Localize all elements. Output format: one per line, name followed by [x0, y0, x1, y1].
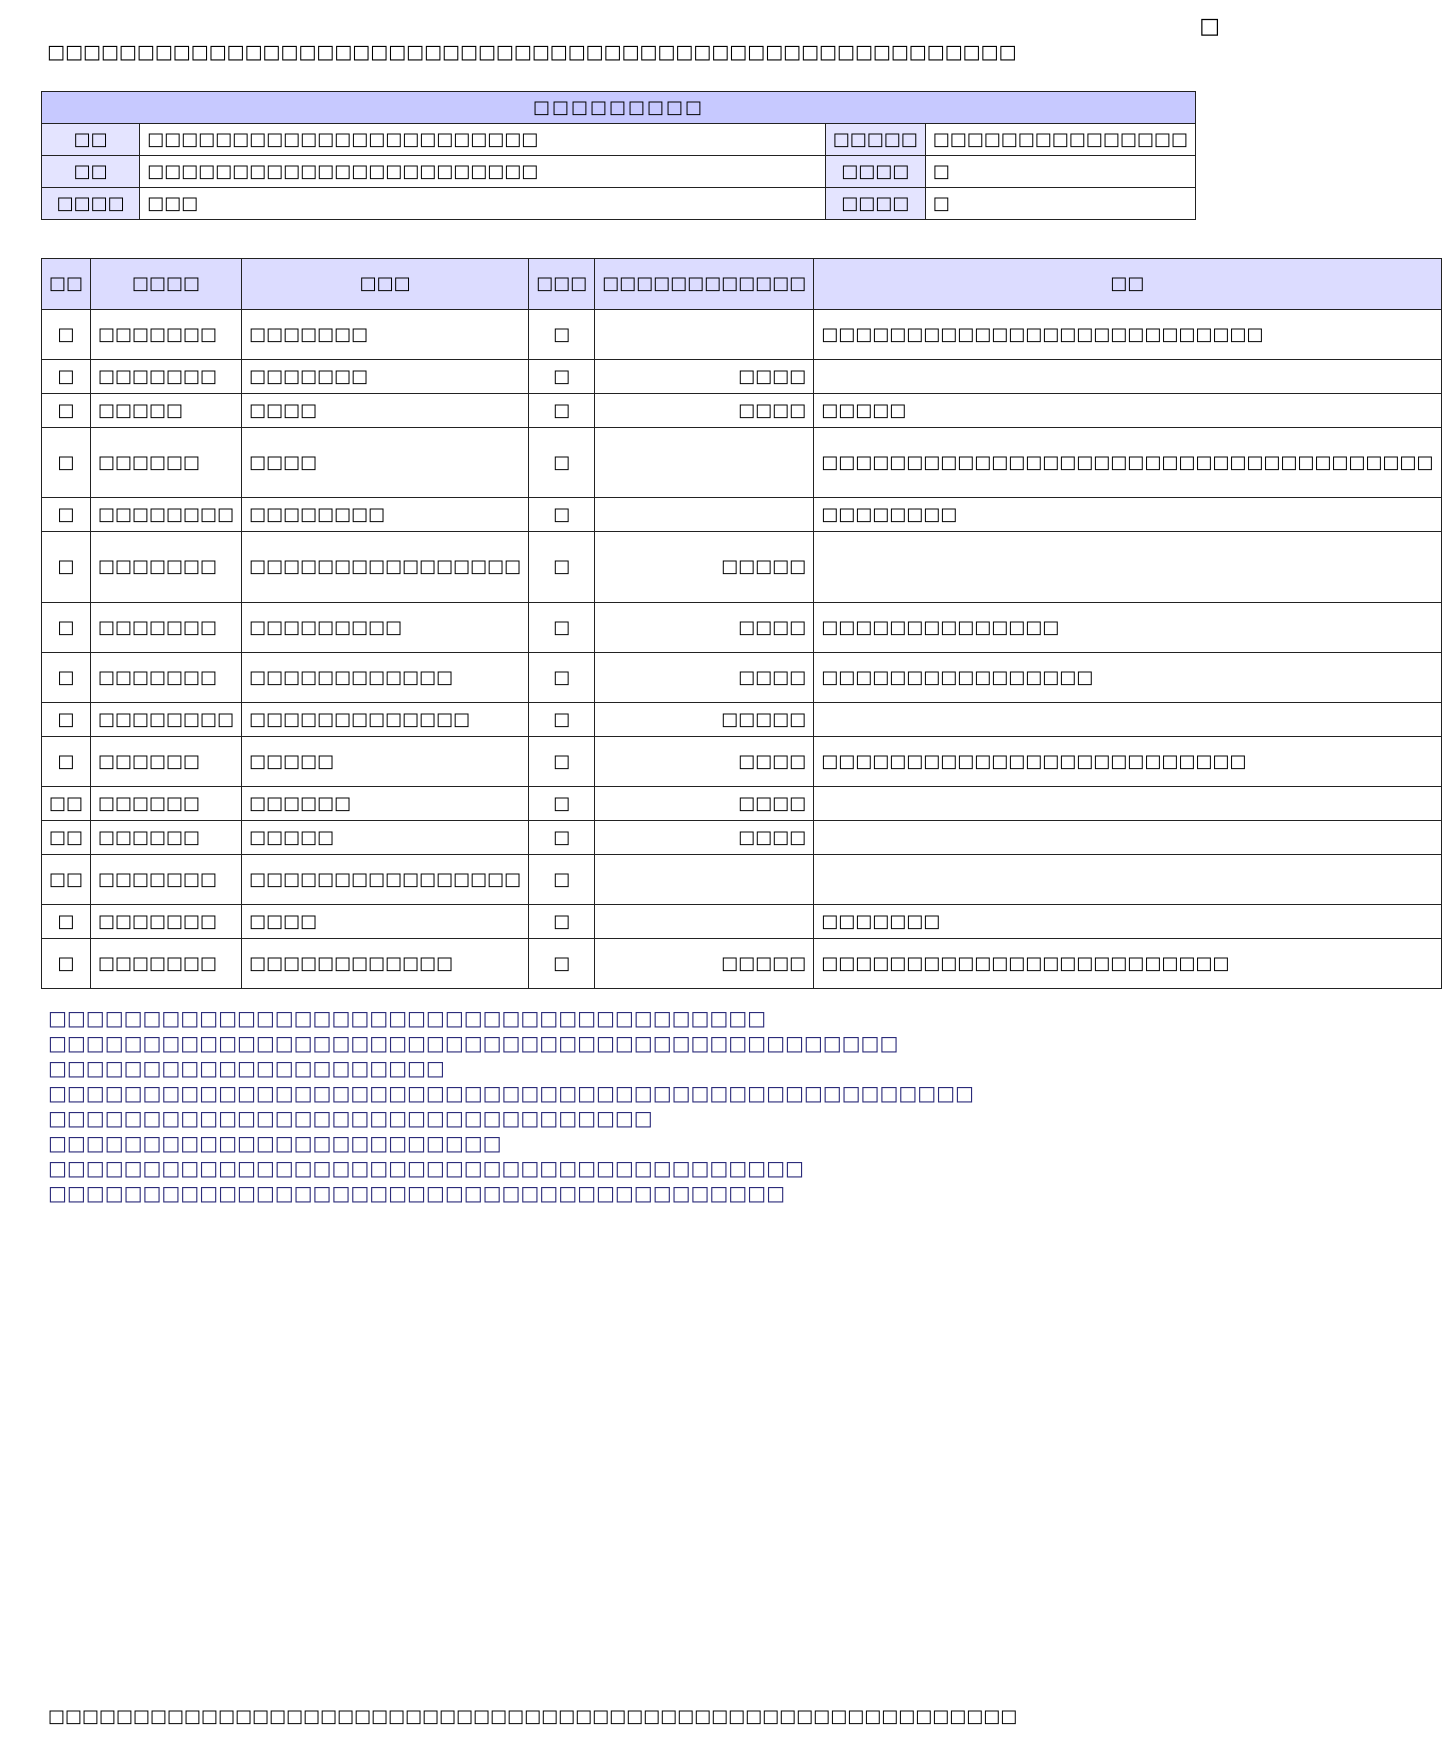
cell-no: □ [42, 394, 91, 428]
cell-note [814, 360, 1441, 394]
cell-amount: □□□□ [595, 394, 814, 428]
table-row [42, 787, 1442, 821]
cell-qty: □ [529, 737, 595, 787]
col-header: □□□ [529, 259, 595, 310]
cell-note [814, 703, 1441, 737]
cell-amount: □□□□□ [595, 703, 814, 737]
cell-name: □□□□□□□□ [242, 498, 529, 532]
table-row [42, 737, 1442, 787]
note-line: □□□□□□□□□□□□□□□□□□□□□□□□□□□□□□□□□□□□□□□□□□□□□ [48, 1031, 899, 1055]
cell-amount: □□□□ [595, 737, 814, 787]
col-header: □□ [814, 259, 1441, 310]
cell-note: □□□□□□□□□□□□□□□□ [814, 653, 1441, 703]
col-header: □□ [42, 259, 91, 310]
cell-name: □□□□ [242, 905, 529, 939]
items-table [41, 258, 1442, 989]
cell-note: □□□□□□□□□□□□□□ [814, 603, 1441, 653]
cell-no: □ [42, 360, 91, 394]
info-value: □□□□□□□□□□□□□□□□□□□□□□□ [140, 124, 826, 156]
cell-qty: □ [529, 532, 595, 603]
table-row [42, 360, 1442, 394]
note-line: □□□□□□□□□□□□□□□□□□□□□□□□□□□□□□□□□□□□□□□□ [48, 1156, 804, 1180]
cell-no: □ [42, 905, 91, 939]
cell-name: □□□□□□□□□□□□ [242, 653, 529, 703]
info-value: □□□□□□□□□□□□□□□ [925, 124, 1195, 156]
cell-note: □□□□□□□□□□□□□□□□□□□□□□□□□□ [814, 310, 1441, 360]
info-value: □□□ [140, 188, 826, 220]
cell-qty: □ [529, 821, 595, 855]
cell-note: □□□□□□□□ [814, 498, 1441, 532]
cell-amount: □□□□ [595, 821, 814, 855]
info-label: □□□□ [825, 188, 925, 220]
cell-qty: □ [529, 310, 595, 360]
cell-no: □ [42, 703, 91, 737]
cell-note [814, 532, 1441, 603]
cell-amount [595, 905, 814, 939]
cell-qty: □ [529, 939, 595, 989]
cell-qty: □ [529, 603, 595, 653]
cell-amount [595, 428, 814, 498]
cell-code: □□□□□□□ [91, 653, 242, 703]
cell-note [814, 821, 1441, 855]
table-row [42, 855, 1442, 905]
cell-no: □ [42, 653, 91, 703]
info-table [41, 91, 1196, 220]
cell-no: □□ [42, 821, 91, 855]
info-label: □□ [42, 156, 140, 188]
cell-code: □□□□□□□ [91, 532, 242, 603]
cell-qty: □ [529, 703, 595, 737]
cell-amount [595, 498, 814, 532]
note-line: □□□□□□□□□□□□□□□□□□□□□□□□□□□□□□□□ [48, 1106, 653, 1130]
cell-no: □ [42, 498, 91, 532]
document-heading: □□□□□□□□□□□□□□□□□□□□□□□□□□□□□□□□□□□□□□□□□□□□□□□□□□□□□□ [47, 41, 1017, 63]
cell-name: □□□□ [242, 394, 529, 428]
cell-code: □□□□□□□ [91, 310, 242, 360]
cell-code: □□□□□□ [91, 428, 242, 498]
cell-qty: □ [529, 855, 595, 905]
cell-name: □□□□□□□□□□□□□□□□ [242, 532, 529, 603]
info-row [42, 124, 1196, 156]
table-row [42, 603, 1442, 653]
cell-code: □□□□□□□ [91, 603, 242, 653]
table-row [42, 532, 1442, 603]
table-row [42, 653, 1442, 703]
cell-name: □□□□□□ [242, 787, 529, 821]
cell-name: □□□□□□□□□□□□ [242, 939, 529, 989]
info-label: □□ [42, 124, 140, 156]
table-row [42, 821, 1442, 855]
cell-note: □□□□□□□□□□□□□□□□□□□□□□□□□ [814, 737, 1441, 787]
note-line: □□□□□□□□□□□□□□□□□□□□□□□□□□□□□□□□□□□□□□ [48, 1006, 767, 1030]
cell-amount: □□□□ [595, 360, 814, 394]
table-row [42, 905, 1442, 939]
table-row [42, 703, 1442, 737]
cell-amount: □□□□ [595, 603, 814, 653]
cell-amount: □□□□□ [595, 939, 814, 989]
info-label: □□□□ [825, 156, 925, 188]
info-value: □ [925, 156, 1195, 188]
page-marker: □ [1199, 14, 1220, 39]
cell-amount [595, 310, 814, 360]
cell-no: □ [42, 428, 91, 498]
cell-name: □□□□□□□□□□□□□ [242, 703, 529, 737]
cell-code: □□□□□□ [91, 737, 242, 787]
cell-code: □□□□□□□□ [91, 703, 242, 737]
col-header: □□□□□□□□□□□□ [595, 259, 814, 310]
note-line: □□□□□□□□□□□□□□□□□□□□□ [48, 1056, 445, 1080]
table-row [42, 939, 1442, 989]
info-label: □□□□ [42, 188, 140, 220]
table-row [42, 310, 1442, 360]
notes-block [48, 1006, 1198, 1206]
info-title: □□□□□□□□□ [42, 92, 1196, 124]
cell-amount: □□□□ [595, 787, 814, 821]
cell-no: □ [42, 310, 91, 360]
cell-note: □□□□□□□ [814, 905, 1441, 939]
cell-qty: □ [529, 905, 595, 939]
cell-code: □□□□□□ [91, 787, 242, 821]
cell-qty: □ [529, 428, 595, 498]
cell-name: □□□□□□□□□ [242, 603, 529, 653]
cell-note [814, 787, 1441, 821]
cell-no: □□ [42, 787, 91, 821]
cell-name: □□□□□□□□□□□□□□□□ [242, 855, 529, 905]
cell-qty: □ [529, 653, 595, 703]
table-row [42, 394, 1442, 428]
cell-name: □□□□□ [242, 737, 529, 787]
page-footer: □□□□□□□□□□□□□□□□□□□□□□□□□□□□□□□□□□□□□□□□□□□□□□□□□□□□□□□□□ [48, 1706, 1018, 1727]
col-header: □□□ [242, 259, 529, 310]
table-row [42, 428, 1442, 498]
cell-qty: □ [529, 787, 595, 821]
cell-note [814, 855, 1441, 905]
cell-name: □□□□□□□ [242, 310, 529, 360]
cell-code: □□□□□□□ [91, 360, 242, 394]
cell-note: □□□□□ [814, 394, 1441, 428]
cell-amount: □□□□ [595, 653, 814, 703]
cell-code: □□□□□□□ [91, 939, 242, 989]
cell-code: □□□□□□□ [91, 905, 242, 939]
cell-note: □□□□□□□□□□□□□□□□□□□□□□□□□□□□□□□□□□□□ [814, 428, 1441, 498]
cell-name: □□□□ [242, 428, 529, 498]
cell-amount [595, 855, 814, 905]
cell-code: □□□□□ [91, 394, 242, 428]
cell-no: □□ [42, 855, 91, 905]
info-label: □□□□□ [825, 124, 925, 156]
col-header: □□□□ [91, 259, 242, 310]
cell-no: □ [42, 603, 91, 653]
cell-amount: □□□□□ [595, 532, 814, 603]
cell-code: □□□□□□ [91, 821, 242, 855]
cell-code: □□□□□□□□ [91, 498, 242, 532]
note-line: □□□□□□□□□□□□□□□□□□□□□□□□□□□□□□□□□□□□□□□ [48, 1181, 785, 1205]
info-row [42, 156, 1196, 188]
info-value: □□□□□□□□□□□□□□□□□□□□□□□ [140, 156, 826, 188]
note-line: □□□□□□□□□□□□□□□□□□□□□□□□ [48, 1131, 502, 1155]
cell-no: □ [42, 532, 91, 603]
cell-no: □ [42, 939, 91, 989]
cell-code: □□□□□□□ [91, 855, 242, 905]
cell-qty: □ [529, 498, 595, 532]
cell-note: □□□□□□□□□□□□□□□□□□□□□□□□ [814, 939, 1441, 989]
cell-qty: □ [529, 394, 595, 428]
cell-no: □ [42, 737, 91, 787]
info-value: □ [925, 188, 1195, 220]
cell-name: □□□□□□□ [242, 360, 529, 394]
note-line: □□□□□□□□□□□□□□□□□□□□□□□□□□□□□□□□□□□□□□□□□□□□□□□□□ [48, 1081, 974, 1105]
cell-qty: □ [529, 360, 595, 394]
info-row [42, 188, 1196, 220]
cell-name: □□□□□ [242, 821, 529, 855]
table-row [42, 498, 1442, 532]
